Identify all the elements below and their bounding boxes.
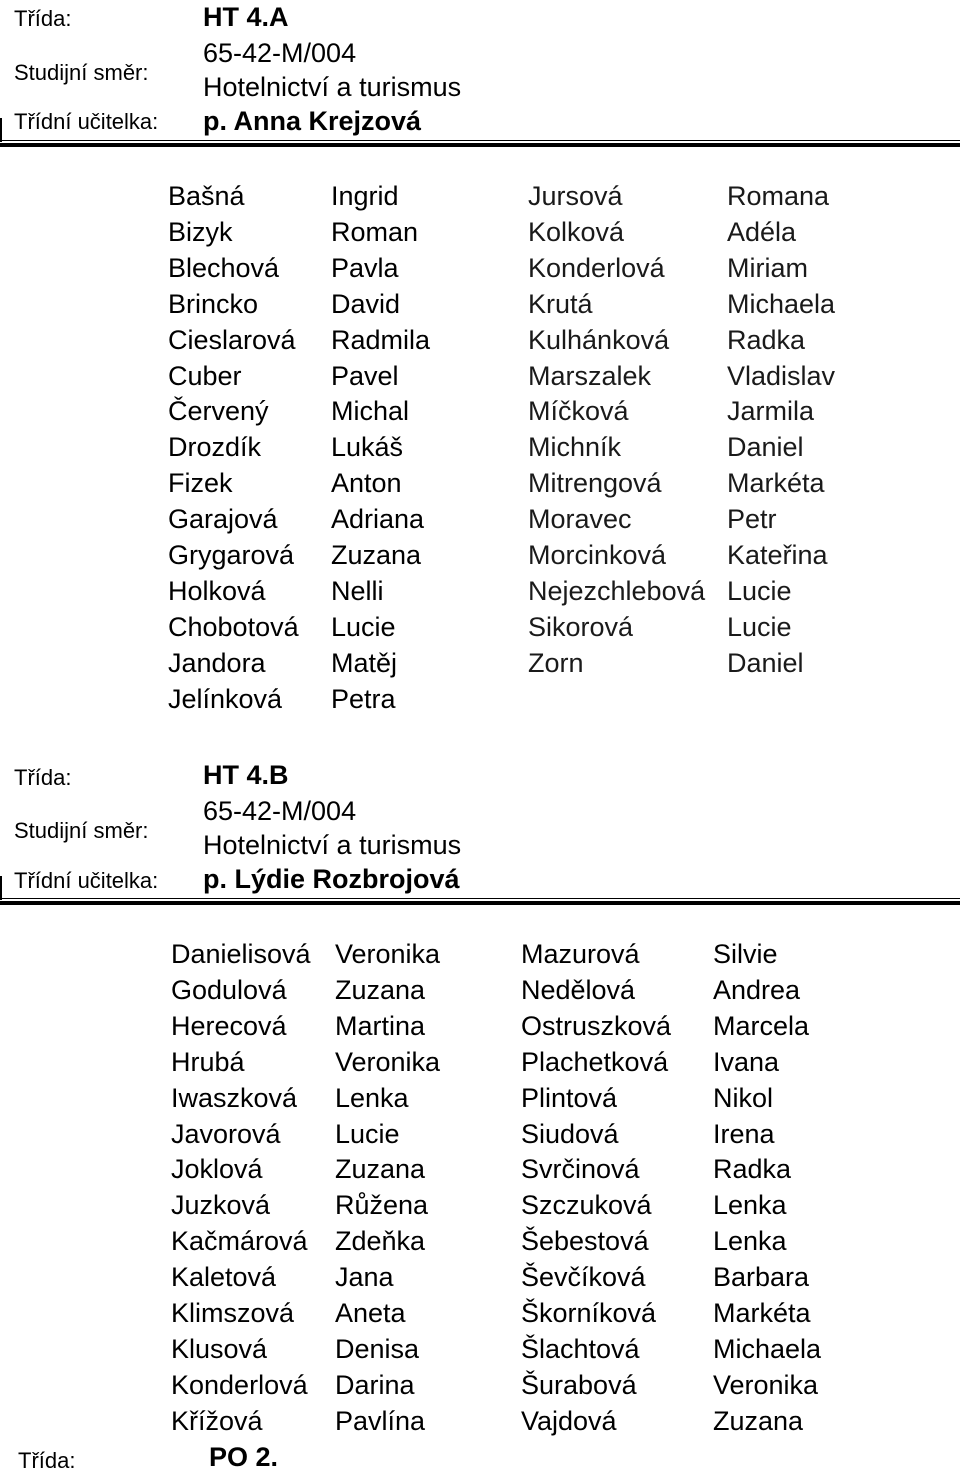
student-surname: Kaletová [171,1262,277,1293]
student-surname: Juzková [171,1190,271,1221]
student-first-name: Nelli [331,575,384,606]
section-divider [0,140,960,147]
student-surname: Křížová [171,1405,263,1436]
student-first-name: Růžena [335,1190,429,1221]
student-first-name: Jana [335,1262,394,1293]
student-first-name: Zuzana [335,1154,426,1185]
student-surname: Javorová [171,1118,281,1149]
student-surname: Šurabová [521,1369,637,1400]
student-surname: Mazurová [521,939,640,969]
student-surname: Konderlová [171,1369,308,1400]
student-surname: Kulhánková [528,324,670,355]
teacher-name: p. Anna Krejzová [203,106,422,136]
student-surname: Svrčinová [521,1154,640,1185]
student-first-name: Ingrid [331,181,399,211]
student-first-name: Radmila [331,324,431,355]
student-surname: Míčková [528,396,629,427]
student-first-name: Zuzana [713,1405,804,1436]
student-first-name: Petr [727,504,777,535]
student-first-name: Pavel [331,360,399,391]
student-first-name: Veronika [335,1046,441,1077]
field-label: Studijní směr: [14,60,149,85]
student-surname: Marszalek [528,360,652,391]
student-surname: Červený [168,396,269,427]
student-first-name: Michal [331,396,410,427]
student-surname: Plintová [521,1082,618,1113]
student-surname: Vajdová [521,1405,617,1436]
student-surname: Herecová [171,1010,287,1041]
student-first-name: Lenka [713,1226,787,1257]
student-surname: Bizyk [168,216,233,247]
student-surname: Klimszová [171,1298,295,1328]
student-surname: Danielisová [171,939,311,969]
student-surname: Siudová [521,1118,619,1149]
student-first-name: Pavla [331,252,399,283]
student-surname: Fizek [168,468,233,499]
student-first-name: Daniel [727,432,804,463]
field-program: Hotelnictví a turismus [203,830,462,860]
student-surname: Klusová [171,1333,268,1364]
student-surname: Brincko [168,288,259,319]
student-surname: Grygarová [168,540,295,570]
student-surname: Nejezchlebová [528,575,706,606]
student-first-name: Pavlína [335,1405,426,1436]
student-surname: Ostruszková [521,1010,672,1041]
student-surname: Zorn [528,647,584,678]
student-surname: Jelínková [168,683,283,714]
student-surname: Konderlová [528,252,665,283]
student-surname: Ševčíková [521,1262,646,1293]
student-first-name: Adriana [331,504,425,535]
student-surname: Szczuková [521,1190,652,1221]
student-first-name: Irena [713,1118,775,1149]
student-surname: Drozdík [168,432,262,463]
student-surname: Moravec [528,504,632,535]
student-surname: Nedělová [521,974,636,1005]
student-first-name: Zuzana [331,540,422,570]
student-first-name: Daniel [727,647,804,678]
field-label: Studijní směr: [14,818,149,843]
student-surname: Jursová [528,181,623,211]
class-name: HT 4.A [203,2,289,32]
student-surname: Kačmárová [171,1226,308,1257]
student-first-name: Romana [727,181,830,211]
student-surname: Cuber [168,360,242,391]
student-first-name: Vladislav [727,360,836,391]
student-first-name: Andrea [713,974,801,1005]
student-surname: Krutá [528,288,593,319]
student-surname: Hrubá [171,1046,245,1077]
student-surname: Šebestová [521,1226,649,1257]
student-first-name: Adéla [727,216,797,247]
section-divider [0,898,960,905]
student-first-name: Zuzana [335,974,426,1005]
student-surname: Sikorová [528,611,634,642]
student-first-name: Petra [331,683,396,714]
student-first-name: Michaela [727,288,836,319]
student-surname: Iwaszková [171,1082,298,1113]
student-surname: Mitrengová [528,468,662,499]
student-surname: Bašná [168,181,245,211]
student-first-name: Kateřina [727,540,828,570]
teacher-label: Třídní učitelka: [14,109,159,134]
student-first-name: Denisa [335,1333,420,1364]
student-first-name: Marcela [713,1010,810,1041]
student-surname: Jandora [168,647,266,678]
student-surname: Kolková [528,216,625,247]
student-first-name: David [331,288,401,319]
student-first-name: Barbara [713,1262,810,1293]
student-surname: Chobotová [168,611,299,642]
student-surname: Morcinková [528,540,667,570]
student-surname: Cieslarová [168,324,296,355]
field-code: 65-42-M/004 [203,38,357,68]
student-first-name: Lucie [335,1118,400,1149]
field-program: Hotelnictví a turismus [203,72,462,102]
student-first-name: Lenka [335,1082,409,1113]
class-label: Třída: [14,765,72,790]
class-name: PO 2. [209,1442,279,1472]
student-surname: Plachetková [521,1046,669,1077]
student-first-name: Lucie [331,611,396,642]
teacher-name: p. Lýdie Rozbrojová [203,864,460,894]
student-surname: Michník [528,432,622,463]
field-code: 65-42-M/004 [203,796,357,826]
student-first-name: Veronika [713,1369,819,1400]
class-label: Třída: [14,6,72,31]
student-first-name: Zdeňka [335,1226,426,1257]
student-first-name: Roman [331,216,419,247]
student-first-name: Martina [335,1010,426,1041]
class-name: HT 4.B [203,760,289,790]
student-first-name: Radka [727,324,806,355]
teacher-label: Třídní učitelka: [14,868,159,893]
student-first-name: Aneta [335,1298,406,1328]
student-first-name: Lukáš [331,432,404,463]
student-first-name: Veronika [335,939,441,969]
student-first-name: Nikol [713,1082,774,1113]
student-first-name: Miriam [727,252,808,283]
class-label: Třída: [18,1448,76,1473]
student-first-name: Ivana [713,1046,780,1077]
student-surname: Garajová [168,504,278,535]
student-first-name: Lucie [727,575,792,606]
student-first-name: Markéta [727,468,825,499]
student-first-name: Michaela [713,1333,822,1364]
student-first-name: Radka [713,1154,792,1185]
student-first-name: Darina [335,1369,415,1400]
student-first-name: Jarmila [727,396,815,427]
student-surname: Holková [168,575,266,606]
student-surname: Godulová [171,974,287,1005]
student-surname: Škorníková [521,1298,657,1328]
student-first-name: Matěj [331,647,398,678]
student-surname: Joklová [171,1154,263,1185]
student-surname: Šlachtová [521,1333,640,1364]
student-first-name: Lenka [713,1190,787,1221]
student-first-name: Silvie [713,939,778,969]
student-first-name: Anton [331,468,402,499]
student-first-name: Markéta [713,1298,811,1328]
student-first-name: Lucie [727,611,792,642]
student-surname: Blechová [168,252,280,283]
